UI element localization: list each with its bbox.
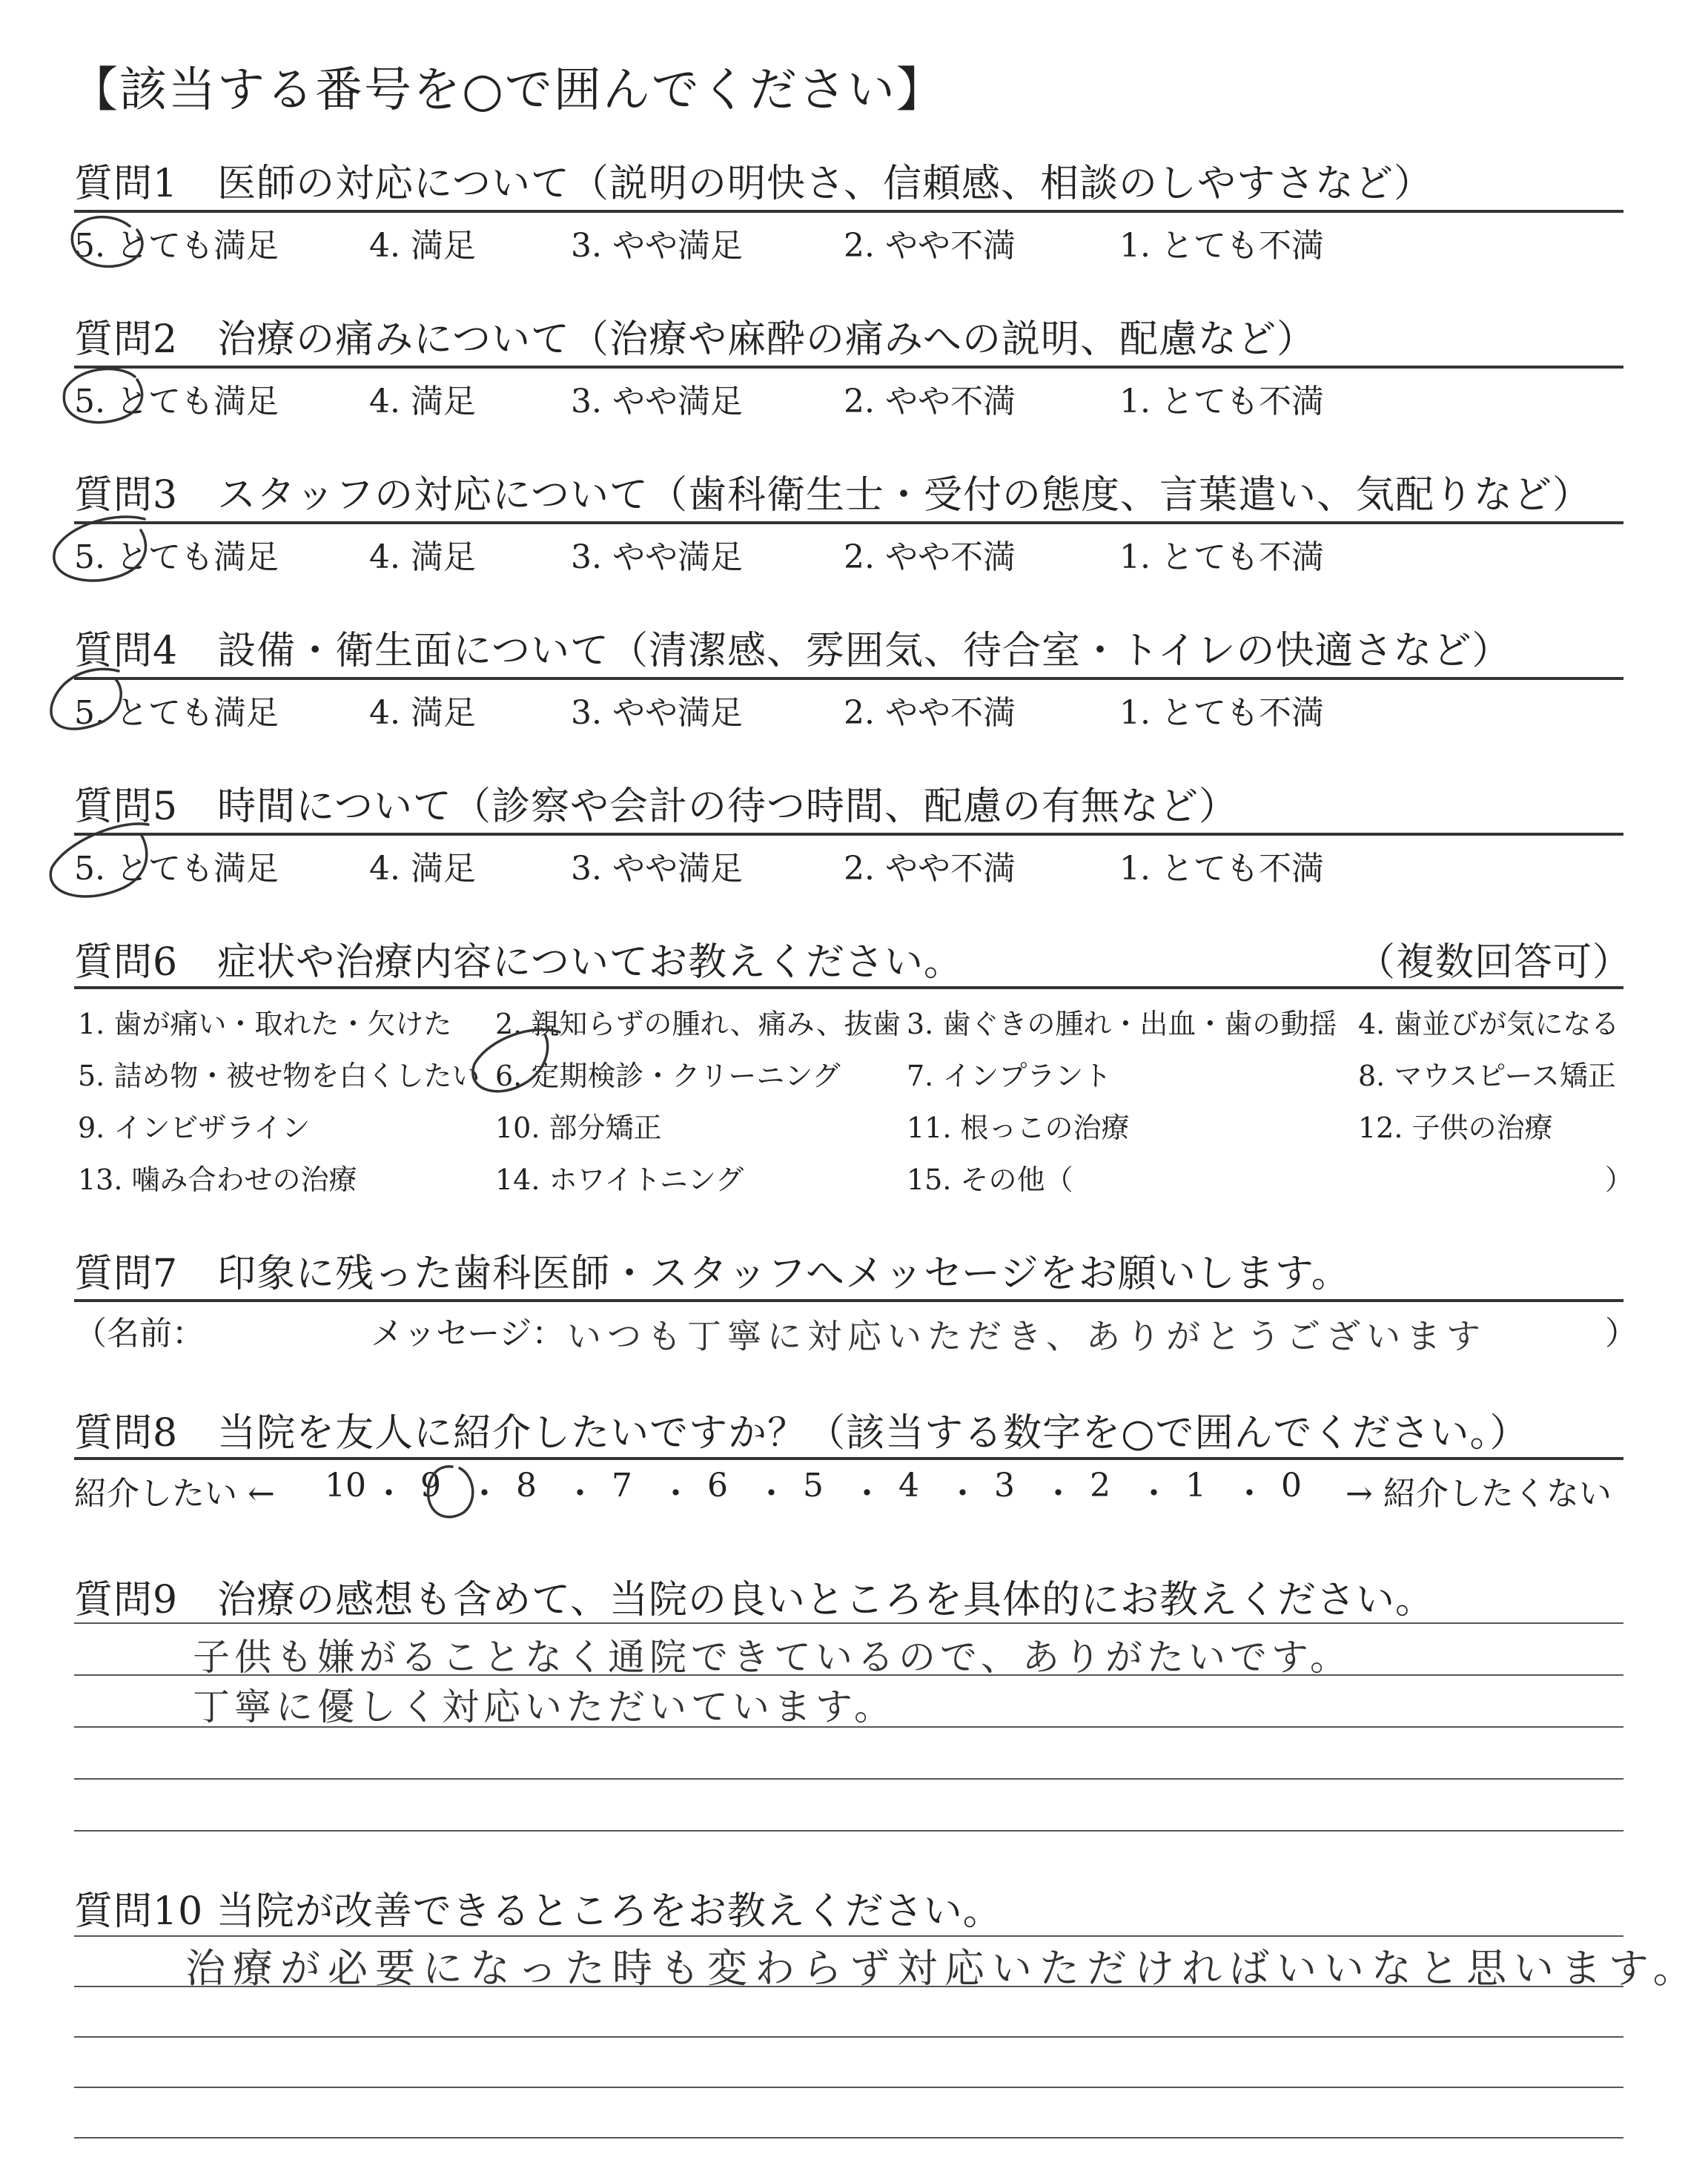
question-title: 質問10 当院が改善できるところをお教えください。 [74, 1889, 1002, 1934]
answer-line [74, 1622, 1623, 1624]
symptom-option-8[interactable]: 8. マウスピース矯正 [1358, 1060, 1616, 1092]
scale-number-5[interactable]: 5 [803, 1467, 824, 1505]
question-title: 質問6 症状や治療内容についてお教えください。 [74, 940, 964, 985]
scale-number-9[interactable]: 9 [420, 1467, 441, 1505]
option-1[interactable]: 1. とても不満 [1119, 538, 1324, 576]
scale-separator: ・ [1137, 1475, 1171, 1513]
option-4[interactable]: 4. 満足 [369, 694, 476, 732]
option-5[interactable]: 5. とても満足 [74, 694, 279, 732]
symptom-option-3[interactable]: 3. 歯ぐきの腫れ・出血・歯の動揺 [907, 1008, 1337, 1040]
divider [74, 986, 1623, 989]
scale-number-8[interactable]: 8 [516, 1467, 537, 1505]
scale-separator: ・ [755, 1475, 788, 1513]
scale-separator: ・ [563, 1475, 597, 1513]
divider [74, 1457, 1623, 1460]
question-title: 質問9 治療の感想も含めて、当院の良いところを具体的にお教えください。 [74, 1578, 1435, 1622]
option-2[interactable]: 2. やや不満 [844, 383, 1016, 420]
option-4[interactable]: 4. 満足 [369, 383, 476, 420]
divider [74, 833, 1623, 836]
question-title: 質問5 時間について（診察や会計の待つ時間、配慮の有無など） [74, 785, 1239, 829]
symptom-option-5[interactable]: 5. 詰め物・被せ物を白くしたい [78, 1060, 480, 1092]
recommend-left-label: 紹介したい ← [74, 1475, 275, 1513]
question-title: 質問3 スタッフの対応について（歯科衛生士・受付の態度、言葉遣い、気配りなど） [74, 473, 1592, 518]
option-1[interactable]: 1. とても不満 [1119, 694, 1324, 732]
message-close-paren: ） [1605, 1315, 1638, 1353]
symptom-option-2[interactable]: 2. 親知らずの腫れ、痛み、抜歯 [495, 1008, 901, 1040]
scale-number-2[interactable]: 2 [1090, 1467, 1110, 1505]
option-3[interactable]: 3. やや満足 [571, 538, 743, 576]
scale-separator: ・ [946, 1475, 979, 1513]
scale-number-10[interactable]: 10 [325, 1467, 366, 1505]
scale-number-0[interactable]: 0 [1281, 1467, 1302, 1505]
option-4[interactable]: 4. 満足 [369, 538, 476, 576]
handwritten-message: いつも丁寧に対応いただき、ありがとうございます [567, 1316, 1487, 1356]
option-4[interactable]: 4. 満足 [369, 850, 476, 888]
option-3[interactable]: 3. やや満足 [571, 694, 743, 732]
symptom-option-11[interactable]: 11. 根っこの治療 [907, 1112, 1130, 1144]
symptom-option-15[interactable]: 15. その他（ [907, 1163, 1073, 1196]
scale-separator: ・ [659, 1475, 692, 1513]
divider [74, 1299, 1623, 1302]
option-5[interactable]: 5. とても満足 [74, 383, 279, 420]
symptom-option-14[interactable]: 14. ホワイトニング [495, 1163, 744, 1196]
handwritten-answer-line-1: 子供も嫌がることなく通院できているので、ありがたいです。 [193, 1636, 1351, 1679]
answer-line [74, 1830, 1623, 1832]
symptom-option-4[interactable]: 4. 歯並びが気になる [1358, 1008, 1620, 1040]
option-2[interactable]: 2. やや不満 [844, 227, 1016, 265]
option-5[interactable]: 5. とても満足 [74, 227, 279, 265]
page-header: 【該当する番号を○で囲んでください】 [70, 63, 945, 118]
option-5[interactable]: 5. とても満足 [74, 850, 279, 888]
option-5[interactable]: 5. とても満足 [74, 538, 279, 576]
other-close-paren: ） [1605, 1163, 1634, 1196]
question-title: 質問7 印象に残った歯科医師・スタッフへメッセージをお願いします。 [74, 1252, 1351, 1296]
question-title: 質問4 設備・衛生面について（清潔感、雰囲気、待合室・トイレの快適さなど） [74, 629, 1512, 673]
symptom-option-13[interactable]: 13. 噛み合わせの治療 [78, 1163, 357, 1196]
question-title: 質問1 医師の対応について（説明の明快さ、信頼感、相談のしやすさなど） [74, 162, 1433, 206]
scale-number-7[interactable]: 7 [612, 1467, 632, 1505]
divider [74, 677, 1623, 680]
scale-separator: ・ [468, 1475, 501, 1513]
scale-separator: ・ [1042, 1475, 1075, 1513]
scale-number-4[interactable]: 4 [898, 1467, 919, 1505]
option-1[interactable]: 1. とても不満 [1119, 850, 1324, 888]
option-1[interactable]: 1. とても不満 [1119, 383, 1324, 420]
answer-line [74, 2036, 1623, 2038]
option-2[interactable]: 2. やや不満 [844, 850, 1016, 888]
handwritten-answer-line-1: 治療が必要になった時も変わらず対応いただければいいなと思います。 [185, 1945, 1701, 1992]
message-label: メッセージ： [371, 1315, 565, 1353]
divider [74, 210, 1623, 213]
answer-line [74, 2137, 1623, 2138]
option-2[interactable]: 2. やや不満 [844, 694, 1016, 732]
option-1[interactable]: 1. とても不満 [1119, 227, 1324, 265]
scale-separator: ・ [372, 1475, 406, 1513]
name-label: （名前： [74, 1315, 205, 1353]
symptom-option-1[interactable]: 1. 歯が痛い・取れた・欠けた [78, 1008, 452, 1040]
option-3[interactable]: 3. やや満足 [571, 383, 743, 420]
symptom-option-10[interactable]: 10. 部分矯正 [495, 1112, 662, 1144]
symptom-option-6[interactable]: 6. 定期検診・クリーニング [495, 1060, 841, 1092]
scale-number-1[interactable]: 1 [1185, 1467, 1206, 1505]
answer-line [74, 1778, 1623, 1780]
handwritten-answer-line-2: 丁寧に優しく対応いただいています。 [193, 1685, 896, 1728]
option-2[interactable]: 2. やや不満 [844, 538, 1016, 576]
recommend-right-label: → 紹介したくない [1345, 1475, 1612, 1513]
symptom-option-7[interactable]: 7. インプラント [907, 1060, 1112, 1092]
scale-number-6[interactable]: 6 [707, 1467, 728, 1505]
scale-separator: ・ [850, 1475, 884, 1513]
option-3[interactable]: 3. やや満足 [571, 227, 743, 265]
option-4[interactable]: 4. 満足 [369, 227, 476, 265]
divider [74, 366, 1623, 369]
scale-number-3[interactable]: 3 [994, 1467, 1015, 1505]
question-title: 質問8 当院を友人に紹介したいですか？（該当する数字を○で囲んでください。） [74, 1411, 1529, 1456]
scale-separator: ・ [1233, 1475, 1266, 1513]
multiple-answer-note: （複数回答可） [1357, 940, 1632, 985]
symptom-option-12[interactable]: 12. 子供の治療 [1358, 1112, 1553, 1144]
option-3[interactable]: 3. やや満足 [571, 850, 743, 888]
symptom-option-9[interactable]: 9. インビザライン [78, 1112, 311, 1144]
answer-line [74, 2087, 1623, 2088]
question-title: 質問2 治療の痛みについて（治療や麻酔の痛みへの説明、配慮など） [74, 317, 1317, 362]
divider [74, 521, 1623, 524]
